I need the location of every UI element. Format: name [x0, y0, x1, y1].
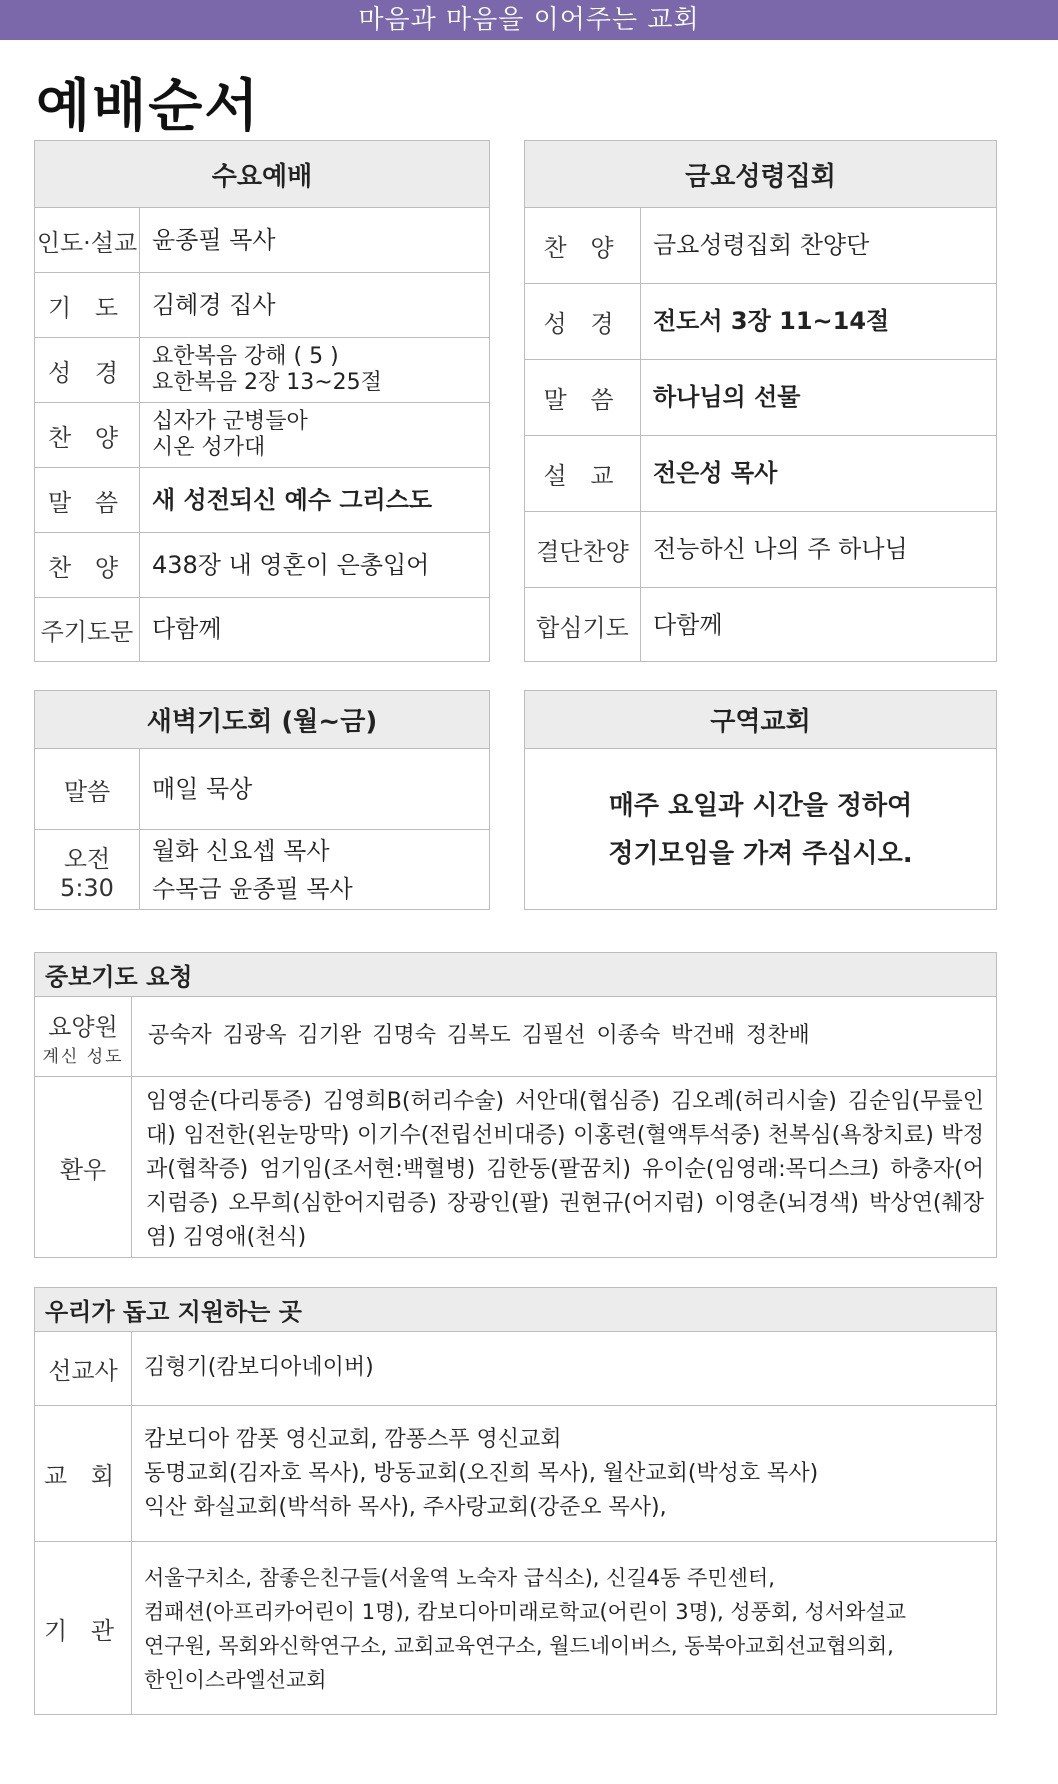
page-title: 예배순서: [36, 73, 261, 139]
prayer-header: 중보기도 요청: [35, 953, 996, 997]
missionary-row: [35, 1332, 996, 1406]
row-value: 서울구치소, 참좋은친구들(서울역 노숙자 급식소), 신길4동 주민센터, 컴패션(아프리카어린이 1명), 캄보디아미래로학교(어린이 3명), 성풍회, 성서와설교 연구원, 목회와신학연구소, 교회교육연구소, 월드네이버스, 동북아교회선교협의회, 한인이스라엘선교회: [144, 1565, 907, 1692]
row-value: 다함께: [653, 610, 723, 639]
friday-row: [525, 360, 996, 436]
wednesday-row: [35, 273, 489, 338]
wednesday-row: [35, 468, 489, 533]
organization-row: [35, 1542, 996, 1715]
row-value: 매일 묵상: [152, 774, 253, 803]
friday-header: 금요성령집회: [525, 141, 996, 208]
patients-row: [35, 1077, 996, 1258]
row-value: 요한복음 강해 ( 5 ) 요한복음 2장 13~25절: [152, 343, 382, 395]
row-label: 설 교: [525, 436, 641, 511]
row-label: 주기도문: [35, 598, 140, 661]
wednesday-row: [35, 208, 489, 273]
row-value: 김형기(캄보디아네이버): [144, 1355, 374, 1381]
dawn-row: [35, 830, 489, 910]
row-label: 오전 5:30: [35, 830, 140, 910]
row-value: 공숙자 김광옥 김기완 김명숙 김복도 김필선 이종숙 박건배 정찬배: [148, 1023, 810, 1049]
row-value: 캄보디아 깜폿 영신교회, 깜퐁스푸 영신교회 동명교회(김자호 목사), 방동교회(오진희 목사), 월산교회(박성호 목사) 익산 화실교회(박석하 목사), 주사랑교회(강준오 목사),: [144, 1426, 819, 1520]
row-value: 전도서 3장 11~14절: [653, 307, 890, 336]
nursing-home-row: [35, 997, 996, 1077]
friday-row: [525, 436, 996, 512]
friday-row: [525, 284, 996, 360]
district-header: 구역교회: [525, 691, 996, 749]
row-label: 기 관: [35, 1542, 132, 1715]
district-church-box: [524, 690, 997, 910]
row-label: 요양원 계신 성도: [35, 997, 132, 1076]
row-label: 찬 양: [35, 533, 140, 597]
district-message: 매주 요일과 시간을 정하여 정기모임을 가져 주십시오.: [608, 790, 913, 869]
row-label: 말 씀: [525, 360, 641, 435]
row-label: 선교사: [35, 1332, 132, 1405]
row-label: 말씀: [35, 749, 140, 829]
friday-row: [525, 512, 996, 588]
friday-row: [525, 208, 996, 284]
friday-service-box: [524, 140, 997, 662]
dawn-prayer-box: [34, 690, 490, 910]
row-value: 월화 신요셉 목사 수목금 윤종필 목사: [152, 836, 353, 903]
row-value: 438장 내 영혼이 은총입어: [152, 550, 430, 579]
row-label: 합심기도: [525, 588, 641, 662]
church-row: [35, 1406, 996, 1542]
row-value: 금요성령집회 찬양단: [653, 231, 870, 260]
row-label: 결단찬양: [525, 512, 641, 587]
wednesday-header: 수요예배: [35, 141, 489, 208]
row-label: 찬 양: [525, 208, 641, 283]
support-header: 우리가 돕고 지원하는 곳: [35, 1288, 996, 1332]
wednesday-row: [35, 533, 489, 598]
wednesday-row: [35, 403, 489, 468]
prayer-request-box: [34, 952, 997, 1258]
row-value: 다함께: [152, 615, 222, 644]
row-label: 성 경: [35, 338, 140, 402]
banner: 마음과 마음을 이어주는 교회: [0, 0, 1058, 40]
row-label: 교 회: [35, 1406, 132, 1541]
wednesday-row: [35, 338, 489, 403]
dawn-header: 새벽기도회 (월~금): [35, 691, 489, 749]
support-box: [34, 1287, 997, 1715]
row-value: 전은성 목사: [653, 459, 778, 488]
row-label: 기 도: [35, 273, 140, 337]
row-label: 말 씀: [35, 468, 140, 532]
row-value: 김혜경 집사: [152, 290, 276, 319]
friday-row: [525, 588, 996, 662]
row-value: 새 성전되신 예수 그리스도: [152, 485, 433, 514]
row-value: 하나님의 선물: [653, 383, 801, 412]
row-value: 임영순(다리통증) 김영희B(허리수술) 서안대(협심증) 김오례(허리시술) 김순임(무릎인대) 임전한(왼눈망막) 이기수(전립선비대증) 이홍련(혈액투석중) 천복심(욕창치료) 박정과(협착증) 엄기임(조서현:백혈병) 김한동(팔꿈치) 유이순(임영래:목디스크) 하충자(어지럼증) 오무희(심한어지럼증) 장광인(팔) 권현규(어지럼) 이영춘(뇌경색) 박상연(췌장염) 김영애(천식): [146, 1089, 984, 1250]
row-label: 인도·설교: [35, 208, 140, 272]
dawn-row: [35, 749, 489, 830]
row-value: 윤종필 목사: [152, 225, 276, 254]
wednesday-row: [35, 598, 489, 661]
row-label: 환우: [35, 1077, 132, 1258]
wednesday-service-box: [34, 140, 490, 662]
row-value: 전능하신 나의 주 하나님: [653, 535, 908, 564]
row-value: 십자가 군병들아 시온 성가대: [152, 408, 308, 460]
row-label: 성 경: [525, 284, 641, 359]
row-label: 찬 양: [35, 403, 140, 467]
